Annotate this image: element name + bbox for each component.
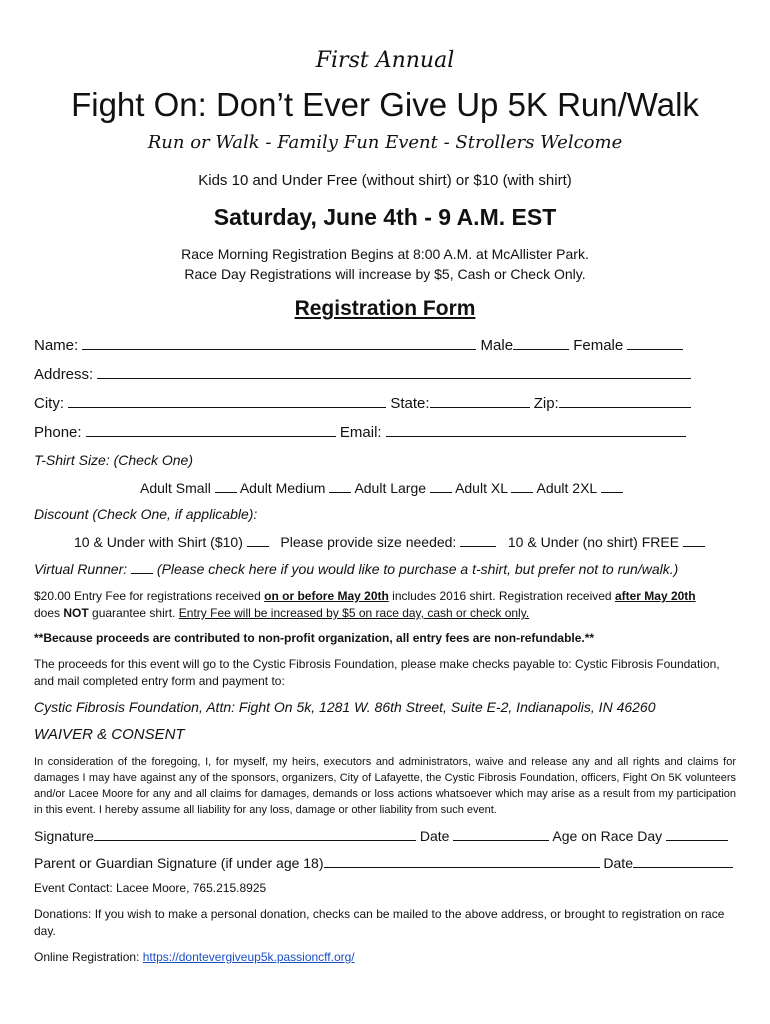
fee-text-4: guarantee shirt. (88, 606, 179, 620)
discount-row (74, 533, 705, 550)
size-adult-2xl: Adult 2XL (536, 480, 597, 496)
fee-text-2: includes 2016 shirt. Registration received (388, 589, 615, 603)
city-field[interactable] (68, 394, 386, 408)
phone-row (34, 423, 686, 441)
tshirt-sizes (140, 479, 623, 496)
tshirt-label: T-Shirt Size: (Check One) (34, 452, 193, 468)
size-adult-xl: Adult XL (455, 480, 508, 496)
event-title: Fight On: Don’t Ever Give Up 5K Run/Walk (71, 86, 699, 123)
fee-not: NOT (63, 606, 89, 620)
discount-size-field[interactable] (460, 533, 496, 547)
waiver-text: In consideration of the foregoing, I, for myself, my heirs, executors and administrators, waive and release any and all rights and claims for damages I may have against any of the sponsors, organizers, City of Lafayette, the Cystic Fibrosis Foundation, officers, Fight On 5K volunteers and/or Lacee Moore for any and all claims for damages, demands or loss actions whatsoever which may arise as a result from my participation in this event. I hereby assume all liability for any loss, damage or other liability from such event. (34, 756, 736, 816)
parent-date-label: Date (603, 855, 633, 871)
mailing-address: Cystic Fibrosis Foundation, Attn: Fight On 5k, 1281 W. 86th Street, Suite E-2, Indianapolis, IN 46260 (34, 699, 656, 715)
online-registration-label: Online Registration: (34, 950, 143, 964)
kids-pricing: Kids 10 and Under Free (without shirt) or $10 (with shirt) (198, 172, 572, 189)
signature-row (34, 827, 728, 844)
date-field[interactable] (453, 827, 549, 841)
age-field[interactable] (666, 827, 728, 841)
size-adult-xl-check[interactable] (511, 479, 533, 493)
name-field[interactable] (82, 336, 476, 350)
virtual-runner-row (34, 560, 678, 577)
phone-label: Phone: (34, 424, 82, 441)
city-label: City: (34, 395, 64, 412)
virtual-runner-label: Virtual Runner: (34, 561, 128, 577)
female-field[interactable] (627, 336, 683, 350)
event-contact: Event Contact: Lacee Moore, 765.215.8925 (34, 881, 267, 895)
state-label: State: (390, 395, 430, 412)
fee-deadline-before: on or before May 20th (264, 589, 389, 603)
discount-label: Discount (Check One, if applicable): (34, 506, 258, 522)
address-row (34, 365, 691, 383)
parent-signature-row (34, 854, 733, 871)
parent-date-field[interactable] (633, 854, 733, 868)
fee-deadline-after: after May 20th (614, 589, 696, 603)
virtual-runner-text: (Please check here if you would like to purchase a t-shirt, but prefer not to run/walk.) (156, 561, 679, 577)
address-field[interactable] (97, 365, 691, 379)
email-field[interactable] (386, 423, 686, 437)
date-label: Date (419, 828, 450, 844)
discount-shirt-label: 10 & Under with Shirt ($10) (74, 534, 243, 550)
form-heading: Registration Form (294, 297, 476, 320)
fee-race-day-increase: Entry Fee will be increased by $5 on race day, cash or check only. (178, 606, 530, 620)
discount-shirt-check[interactable] (247, 533, 269, 547)
discount-noshirt-check[interactable] (683, 533, 705, 547)
zip-field[interactable] (559, 394, 691, 408)
first-annual-heading: First Annual (315, 48, 455, 73)
fee-text-1: $20.00 Entry Fee for registrations received (34, 589, 265, 603)
waiver-heading: WAIVER & CONSENT (34, 726, 185, 743)
name-row (34, 336, 683, 354)
male-label: Male (480, 337, 514, 354)
address-label: Address: (34, 366, 94, 383)
size-adult-small: Adult Small (140, 480, 211, 496)
online-registration-row (34, 950, 355, 964)
size-adult-large-check[interactable] (430, 479, 452, 493)
signature-label: Signature (34, 828, 94, 844)
event-date: Saturday, June 4th - 9 A.M. EST (213, 204, 557, 230)
event-tagline: Run or Walk - Family Fun Event - Strollers Welcome (147, 132, 623, 153)
size-adult-medium: Adult Medium (239, 480, 326, 496)
size-adult-2xl-check[interactable] (601, 479, 623, 493)
size-adult-large: Adult Large (354, 480, 427, 496)
online-registration-link[interactable]: https://dontevergiveup5k.passioncff.org/ (142, 950, 355, 964)
race-morning-registration: Race Morning Registration Begins at 8:00 A.M. at McAllister Park. (181, 246, 589, 262)
non-refundable-notice: **Because proceeds are contributed to non-profit organization, all entry fees are non-refundable.** (34, 631, 595, 645)
email-label: Email: (339, 424, 382, 441)
discount-size-label: Please provide size needed: (280, 534, 457, 550)
parent-signature-label: Parent or Guardian Signature (if under age 18) (34, 855, 324, 871)
donations-paragraph: Donations: If you wish to make a personal donation, checks can be mailed to the above address, or brought to registration on race day. (34, 907, 725, 938)
male-field[interactable] (513, 336, 569, 350)
virtual-runner-check[interactable] (131, 560, 153, 574)
size-adult-small-check[interactable] (215, 479, 237, 493)
state-field[interactable] (430, 394, 530, 408)
city-row (34, 394, 691, 412)
parent-signature-field[interactable] (324, 854, 600, 868)
race-day-increase: Race Day Registrations will increase by $5, Cash or Check Only. (184, 266, 586, 282)
name-label: Name: (34, 337, 79, 354)
entry-fee-paragraph (34, 588, 736, 622)
zip-label: Zip: (533, 395, 559, 412)
size-adult-medium-check[interactable] (329, 479, 351, 493)
female-label: Female (573, 337, 624, 354)
phone-field[interactable] (86, 423, 336, 437)
discount-noshirt-label: 10 & Under (no shirt) FREE (507, 534, 680, 550)
fee-text-3: does (34, 606, 64, 620)
age-label: Age on Race Day (552, 828, 663, 844)
proceeds-paragraph: The proceeds for this event will go to the Cystic Fibrosis Foundation, please make checks payable to: Cystic Fibrosis Foundation, and mail completed entry form and payment to: (34, 657, 720, 688)
signature-field[interactable] (94, 827, 416, 841)
